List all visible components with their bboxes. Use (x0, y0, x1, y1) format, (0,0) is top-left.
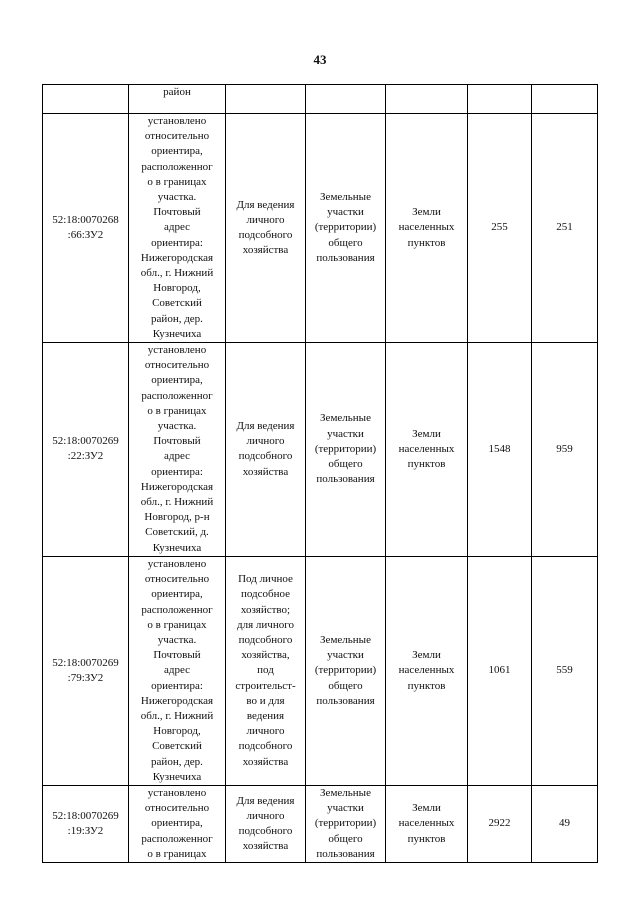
table-row (43, 343, 598, 557)
zone-type-cell (306, 85, 386, 114)
table-row (43, 85, 598, 114)
permitted-use-cell (226, 85, 306, 114)
address-cell: район (129, 85, 226, 114)
area-part-cell: 49 (532, 785, 598, 862)
page-number: 43 (313, 52, 327, 67)
permitted-use-cell: Для ведения личного подсобного хозяйства (226, 785, 306, 862)
cadastral-number-cell: 52:18:0070269 :22:ЗУ2 (43, 343, 129, 557)
land-category-cell: Земли населенных пунктов (386, 114, 468, 343)
table-row (43, 556, 598, 785)
address-cell: установлено относительно ориентира, расположенног о в границах участка. Почтовый адрес ориентира: Нижегородская обл., г. Нижний Новгород, Советский район, дер. Кузнечиха (129, 556, 226, 785)
table-row (43, 785, 598, 862)
permitted-use-cell: Для ведения личного подсобного хозяйства (226, 114, 306, 343)
area-total-cell: 1548 (468, 343, 532, 557)
land-category-cell (386, 85, 468, 114)
area-total-cell: 255 (468, 114, 532, 343)
area-total-cell: 2922 (468, 785, 532, 862)
land-plots-table (42, 84, 598, 863)
table-row (43, 114, 598, 343)
zone-type-cell: Земельные участки (территории) общего пользования (306, 343, 386, 557)
address-cell: установлено относительно ориентира, расположенног о в границах (129, 785, 226, 862)
cadastral-number-cell: 52:18:0070269 :19:ЗУ2 (43, 785, 129, 862)
permitted-use-cell: Для ведения личного подсобного хозяйства (226, 343, 306, 557)
zone-type-cell: Земельные участки (территории) общего пользования (306, 785, 386, 862)
area-part-cell: 251 (532, 114, 598, 343)
land-category-cell: Земли населенных пунктов (386, 343, 468, 557)
area-part-cell: 959 (532, 343, 598, 557)
area-total-cell (468, 85, 532, 114)
land-category-cell: Земли населенных пунктов (386, 556, 468, 785)
cadastral-number-cell: 52:18:0070269 :79:ЗУ2 (43, 556, 129, 785)
land-category-cell: Земли населенных пунктов (386, 785, 468, 862)
area-part-cell (532, 85, 598, 114)
cadastral-number-cell (43, 85, 129, 114)
permitted-use-cell: Под личное подсобное хозяйство; для личного подсобного хозяйства, под строительст- во и для ведения личного подсобного хозяйства (226, 556, 306, 785)
zone-type-cell: Земельные участки (территории) общего пользования (306, 114, 386, 343)
address-cell: установлено относительно ориентира, расположенног о в границах участка. Почтовый адрес ориентира: Нижегородская обл., г. Нижний Новгород, р-н Советский, д. Кузнечиха (129, 343, 226, 557)
area-total-cell: 1061 (468, 556, 532, 785)
zone-type-cell: Земельные участки (территории) общего пользования (306, 556, 386, 785)
cadastral-number-cell: 52:18:0070268 :66:ЗУ2 (43, 114, 129, 343)
address-cell: установлено относительно ориентира, расположенног о в границах участка. Почтовый адрес ориентира: Нижегородская обл., г. Нижний Новгород, Советский район, дер. Кузнечиха (129, 114, 226, 343)
area-part-cell: 559 (532, 556, 598, 785)
